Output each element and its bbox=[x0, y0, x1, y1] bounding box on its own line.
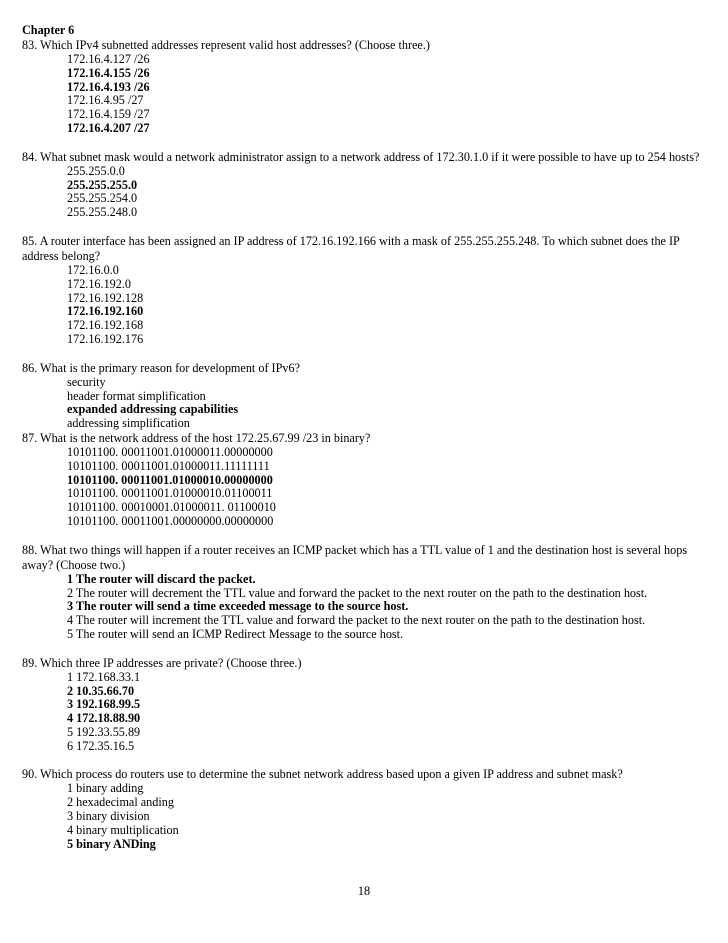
question-text: 83. Which IPv4 subnetted addresses represent valid host addresses? (Choose three.) bbox=[22, 38, 430, 52]
answer-option: security bbox=[67, 374, 106, 389]
answer-option: 4 The router will increment the TTL value and forward the packet to the next router on the path to the destination host. bbox=[67, 613, 646, 628]
question-7 bbox=[22, 656, 712, 768]
answer-option: 10101100. 00011001.01000011.00000000 bbox=[67, 444, 273, 459]
question-list bbox=[22, 38, 712, 851]
answer-option-correct: 2 10.35.66.70 bbox=[67, 683, 135, 698]
answer-option: 172.16.4.95 /27 bbox=[67, 93, 144, 108]
page-number: 18 bbox=[357, 884, 371, 898]
answer-option-correct: expanded addressing capabilities bbox=[67, 402, 239, 417]
question-4 bbox=[22, 361, 712, 431]
answer-options bbox=[22, 53, 712, 136]
answer-option-correct: 4 172.18.88.90 bbox=[67, 711, 141, 726]
spacer bbox=[22, 529, 712, 543]
spacer bbox=[22, 642, 712, 656]
answer-option: 172.16.4.159 /27 bbox=[67, 107, 150, 122]
spacer bbox=[22, 347, 712, 361]
answer-option: 172.16.192.128 bbox=[67, 290, 144, 305]
answer-option-correct: 5 binary ANDing bbox=[67, 836, 156, 851]
answer-option: 1 172.168.33.1 bbox=[67, 669, 141, 684]
question-3 bbox=[22, 234, 712, 361]
answer-option: 10101100. 00011001.01000010.01100011 bbox=[67, 486, 273, 501]
answer-option-correct: 10101100. 00011001.01000010.00000000 bbox=[67, 472, 273, 487]
answer-option: 172.16.192.168 bbox=[67, 318, 144, 333]
answer-options bbox=[22, 446, 712, 529]
answer-option: 255.255.248.0 bbox=[67, 205, 138, 220]
question-8 bbox=[22, 767, 712, 851]
spacer bbox=[22, 136, 712, 150]
question-1 bbox=[22, 38, 712, 150]
question-6 bbox=[22, 543, 712, 656]
question-text: 85. A router interface has been assigned an IP address of 172.16.192.166 with a mask of 255.255.255.248. To which subnet does the IP address belong? bbox=[22, 233, 680, 263]
answer-option-correct: 172.16.4.207 /27 bbox=[67, 120, 150, 135]
answer-option-correct: 172.16.192.160 bbox=[67, 304, 144, 319]
answer-option: header format simplification bbox=[67, 388, 206, 403]
answer-option: 6 172.35.16.5 bbox=[67, 738, 135, 753]
answer-option: 172.16.0.0 bbox=[67, 262, 119, 277]
answer-options bbox=[22, 671, 712, 754]
answer-option: 1 binary adding bbox=[67, 781, 144, 796]
question-text: 89. Which three IP addresses are private? (Choose three.) bbox=[22, 655, 302, 670]
question-5 bbox=[22, 431, 712, 543]
answer-option-correct: 3 192.168.99.5 bbox=[67, 697, 141, 712]
answer-option: 172.16.192.176 bbox=[67, 331, 144, 346]
answer-option: 255.255.0.0 bbox=[67, 163, 125, 178]
spacer bbox=[22, 220, 712, 234]
spacer bbox=[22, 753, 712, 767]
answer-option-correct: 255.255.255.0 bbox=[67, 177, 138, 192]
answer-option-correct: 172.16.4.155 /26 bbox=[67, 65, 150, 80]
answer-option: 255.255.254.0 bbox=[67, 191, 138, 206]
answer-options bbox=[22, 376, 712, 431]
answer-option: 4 binary multiplication bbox=[67, 822, 179, 837]
answer-option-correct: 3 The router will send a time exceeded message to the source host. bbox=[67, 599, 409, 614]
answer-option: 172.16.4.127 /26 bbox=[67, 52, 150, 66]
answer-option: 3 binary division bbox=[67, 809, 150, 824]
answer-option: 5 The router will send an ICMP Redirect Message to the source host. bbox=[67, 626, 404, 641]
question-text: 87. What is the network address of the host 172.25.67.99 /23 in binary? bbox=[22, 430, 371, 445]
answer-option: 10101100. 00011001.01000011.11111111 bbox=[67, 458, 270, 473]
question-2 bbox=[22, 150, 712, 234]
answer-option: addressing simplification bbox=[67, 416, 190, 431]
question-text: 88. What two things will happen if a router receives an ICMP packet which has a TTL value of 1 and the destination host is several hops away? (Choose two.) bbox=[22, 542, 688, 572]
answer-options bbox=[22, 573, 712, 642]
answer-options bbox=[22, 165, 712, 220]
answer-option: 172.16.192.0 bbox=[67, 276, 131, 291]
answer-option: 2 The router will decrement the TTL value and forward the packet to the next router on the path to the destination host. bbox=[67, 585, 648, 600]
answer-option: 10101100. 00011001.00000000.00000000 bbox=[67, 513, 274, 528]
answer-option-correct: 172.16.4.193 /26 bbox=[67, 79, 150, 94]
answer-option: 2 hexadecimal anding bbox=[67, 795, 174, 810]
answer-option: 10101100. 00010001.01000011. 01100010 bbox=[67, 500, 276, 515]
question-text: 90. Which process do routers use to determine the subnet network address based upon a given IP address and subnet mask? bbox=[22, 767, 623, 782]
answer-options bbox=[22, 782, 712, 851]
answer-option-correct: 1 The router will discard the packet. bbox=[67, 571, 256, 586]
answer-option: 5 192.33.55.89 bbox=[67, 724, 141, 739]
question-text: 84. What subnet mask would a network administrator assign to a network address of 172.30.1.0 if it were possible to have up to 254 hosts? bbox=[22, 149, 700, 164]
chapter-heading: Chapter 6 bbox=[22, 23, 75, 37]
answer-options bbox=[22, 264, 712, 347]
page-content bbox=[22, 23, 712, 851]
question-text: 86. What is the primary reason for development of IPv6? bbox=[22, 360, 300, 375]
